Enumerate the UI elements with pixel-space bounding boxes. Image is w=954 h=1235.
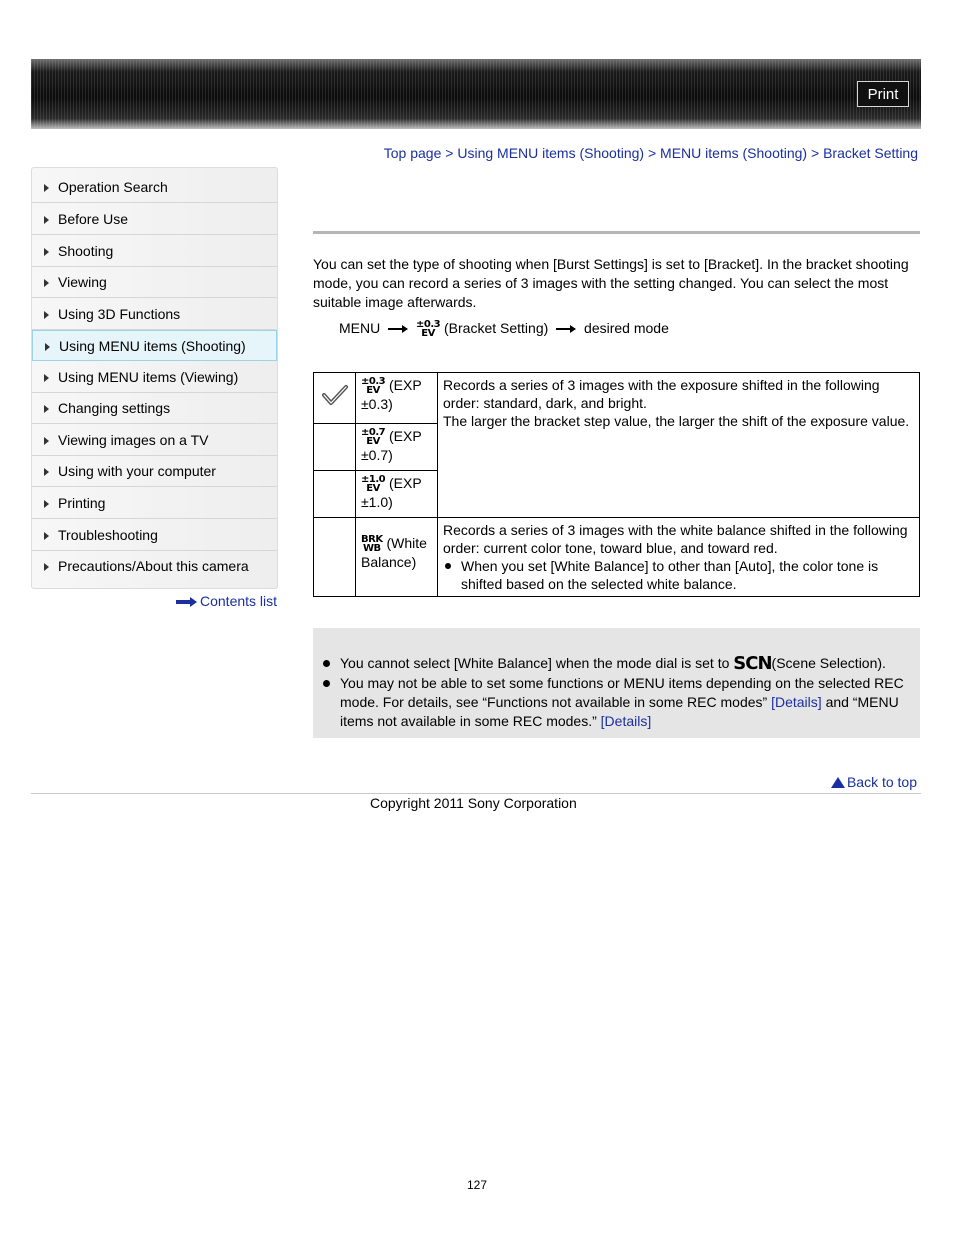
table-row	[314, 518, 920, 597]
triangle-right-icon	[45, 343, 50, 351]
table-row	[314, 373, 920, 424]
footer-divider	[31, 793, 921, 794]
option-exp-1-0	[356, 471, 438, 518]
sidebar-item-label: Printing	[58, 495, 106, 511]
breadcrumb-bracket-setting[interactable]: Bracket Setting	[823, 145, 918, 161]
breadcrumb-separator: >	[810, 145, 820, 161]
note-item: You may not be able to set some functions or MENU items depending on the selected REC mode. For details, see “Functions not available in some REC modes” [Details] and “MENU items not available in some REC modes.” [Details]	[340, 674, 915, 731]
unselected-cell	[314, 518, 356, 597]
sidebar-item-viewing-tv[interactable]	[32, 425, 277, 456]
sidebar-item-changing-settings[interactable]	[32, 393, 277, 424]
sidebar-item-before-use[interactable]	[32, 204, 277, 235]
sidebar-item-menu-shooting[interactable]	[32, 330, 277, 361]
triangle-right-icon	[44, 279, 49, 287]
selected-cell	[314, 373, 356, 424]
details-link[interactable]: [Details]	[600, 713, 652, 729]
sidebar-item-computer[interactable]	[32, 456, 277, 487]
triangle-right-icon	[44, 437, 49, 445]
sidebar-item-label: Viewing	[58, 274, 107, 290]
sidebar-item-label: Operation Search	[58, 179, 168, 195]
triangle-right-icon	[44, 468, 49, 476]
wb-description	[438, 518, 920, 597]
option-label: (EXP ±0.7)	[361, 428, 422, 464]
sidebar-item-label: Using MENU items (Shooting)	[59, 338, 246, 354]
sidebar-item-label: Before Use	[58, 211, 129, 227]
copyright: Copyright 2011 Sony Corporation	[370, 795, 577, 811]
bracket-exp-icon: ±0.3 EV	[416, 319, 441, 340]
arrow-right-icon	[388, 325, 408, 333]
menu-label: MENU	[339, 320, 381, 336]
sidebar-item-label: Using 3D Functions	[58, 306, 181, 322]
option-white-balance	[356, 518, 438, 597]
page-number: 127	[466, 1178, 488, 1192]
option-label: (White Balance)	[361, 535, 427, 571]
triangle-right-icon	[44, 405, 49, 413]
contents-list-link[interactable]	[176, 593, 277, 609]
triangle-right-icon	[44, 248, 49, 256]
header-banner	[31, 59, 921, 129]
triangle-right-icon	[44, 532, 49, 540]
sidebar-item-shooting[interactable]	[32, 236, 277, 267]
triangle-up-icon	[831, 777, 845, 788]
brk-wb-icon: BRK WB	[361, 534, 383, 555]
sidebar-item-precautions[interactable]	[32, 551, 277, 582]
breadcrumb-menu-items-shooting[interactable]: MENU items (Shooting)	[660, 145, 808, 161]
breadcrumb-top-page[interactable]: Top page	[383, 145, 442, 161]
sidebar-item-3d-functions[interactable]	[32, 299, 277, 330]
details-link[interactable]: [Details]	[771, 694, 822, 710]
arrow-right-icon	[556, 325, 576, 333]
sidebar-item-troubleshooting[interactable]	[32, 520, 277, 551]
contents-list-label: Contents list	[200, 593, 278, 609]
sidebar-nav	[31, 167, 278, 589]
menu-path	[339, 318, 669, 338]
unselected-cell	[314, 424, 356, 471]
intro-text: You can set the type of shooting when [Burst Settings] is set to [Bracket]. In the bracket shooting mode, you can record a series of 3 images with the setting changed. You can select the most suitable image afterwards.	[313, 256, 909, 310]
arrow-right-icon	[176, 597, 198, 607]
bracket-settings-table	[313, 372, 920, 597]
sidebar-item-operation-search[interactable]	[32, 172, 277, 203]
triangle-right-icon	[44, 500, 49, 508]
wb-bullet: When you set [White Balance] to other than [Auto], the color tone is shifted based on the selected white balance.	[443, 557, 914, 593]
sidebar-item-label: Troubleshooting	[58, 527, 158, 543]
triangle-right-icon	[44, 374, 49, 382]
title-divider	[313, 231, 920, 234]
sidebar-item-label: Changing settings	[58, 400, 171, 416]
exp-0-7-icon: ±0.7 EV	[361, 427, 386, 448]
option-exp-0-3	[356, 373, 438, 424]
checkmark-icon	[319, 376, 350, 416]
breadcrumb-separator: >	[647, 145, 657, 161]
notes-box	[313, 628, 920, 738]
breadcrumb-using-menu-shooting[interactable]: Using MENU items (Shooting)	[457, 145, 645, 161]
scn-icon: SCN	[733, 653, 772, 674]
sidebar-item-viewing[interactable]	[32, 267, 277, 298]
exp-desc-line: The larger the bracket step value, the larger the shift of the exposure value.	[443, 413, 910, 429]
note-item: You cannot select [White Balance] when the mode dial is set to SCN(Scene Selection).	[340, 654, 915, 673]
sidebar-item-label: Viewing images on a TV	[58, 432, 209, 448]
exp-1-0-icon: ±1.0 EV	[361, 474, 386, 495]
print-button[interactable]: Print	[857, 81, 909, 107]
exp-0-3-icon: ±0.3 EV	[361, 376, 386, 397]
back-to-top-link[interactable]	[831, 774, 917, 790]
desired-mode-label: desired mode	[584, 320, 669, 336]
sidebar-item-label: Using MENU items (Viewing)	[58, 369, 239, 385]
triangle-right-icon	[44, 184, 49, 192]
exp-desc-line: Records a series of 3 images with the exposure shifted in the following order: standard, dark, and bright.	[443, 377, 880, 411]
triangle-right-icon	[44, 563, 49, 571]
sidebar-item-menu-viewing[interactable]	[32, 362, 277, 393]
option-label: (EXP ±1.0)	[361, 475, 422, 511]
bracket-setting-label: (Bracket Setting)	[444, 320, 549, 336]
back-to-top-label: Back to top	[846, 774, 917, 790]
exp-description	[438, 373, 920, 518]
breadcrumb	[384, 145, 918, 161]
option-label: (EXP ±0.3)	[361, 377, 422, 413]
triangle-right-icon	[44, 216, 49, 224]
sidebar-item-label: Precautions/About this camera	[58, 558, 249, 574]
option-exp-0-7	[356, 424, 438, 471]
wb-desc-line: Records a series of 3 images with the white balance shifted in the following order: current color tone, toward blue, and toward red.	[443, 522, 908, 556]
triangle-right-icon	[44, 311, 49, 319]
sidebar-item-printing[interactable]	[32, 488, 277, 519]
sidebar-item-label: Using with your computer	[58, 463, 216, 479]
sidebar-item-label: Shooting	[58, 243, 114, 259]
breadcrumb-separator: >	[445, 145, 454, 161]
unselected-cell	[314, 471, 356, 518]
